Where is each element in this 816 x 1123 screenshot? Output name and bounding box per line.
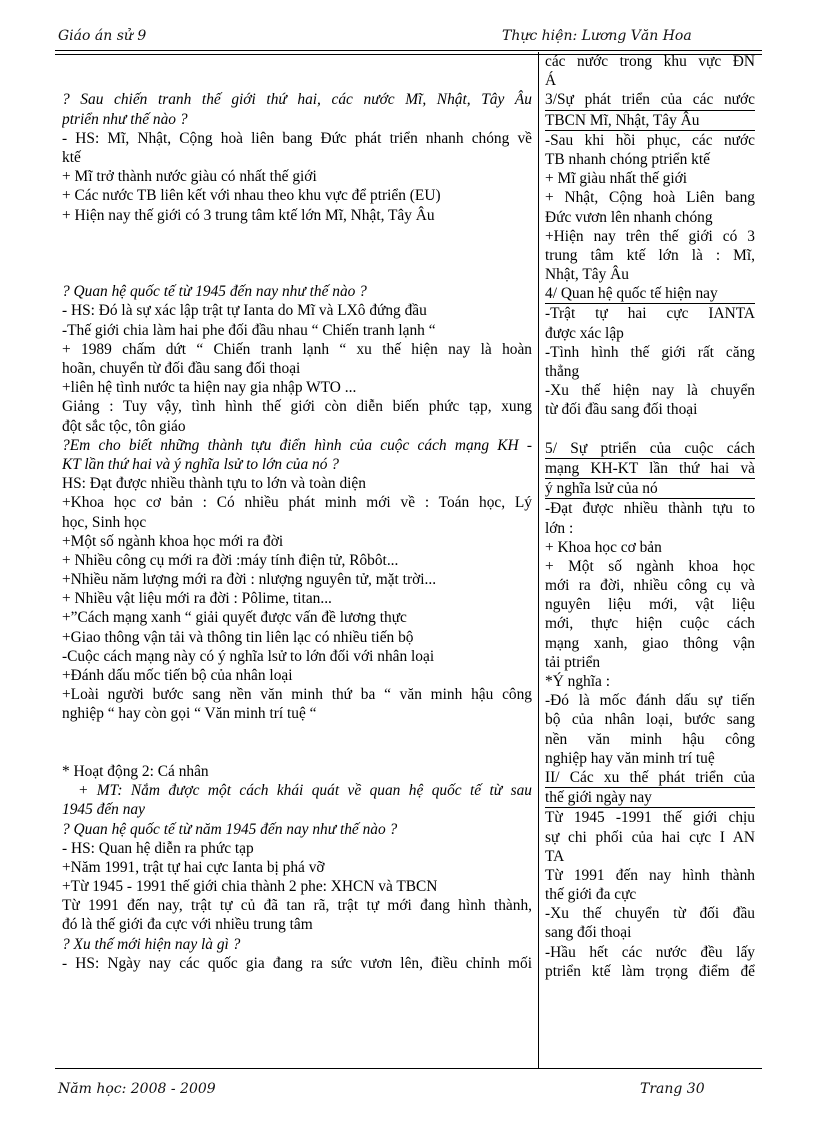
left-line-26: + Nhiều công cụ mới ra đời :máy tính điện tử, Rôbôt... <box>62 551 399 569</box>
left-line-10 <box>62 244 532 263</box>
left-line-47: - HS: Ngày nay các quốc gia đang ra sức vươn lên, điều chỉnh mối <box>62 954 532 972</box>
left-line-22: HS: Đạt được nhiều thành tựu to lớn và toàn diện <box>62 475 366 493</box>
right-line-2: 3/Sự phát triển của các nước <box>545 90 755 110</box>
left-line-12: ? Quan hệ quốc tế từ 1945 đến nay như thế nào ? <box>62 283 367 301</box>
left-line-40: ? Quan hệ quốc tế từ năm 1945 đến nay như thế nào ? <box>62 820 398 838</box>
right-line-12: 4/ Quan hệ quốc tế hiện nay <box>545 284 755 304</box>
right-line-30: mạng xanh, giao thông vận <box>545 634 755 652</box>
right-line-27: mới ra đời, nhiều công cụ và <box>545 577 755 595</box>
left-line-24: học, Sinh học <box>62 513 147 531</box>
left-line-45: đó là thế giới đa cực với nhiều trung tâm <box>62 916 313 934</box>
left-line-14: -Thế giới chia làm hai phe đối đầu nhau “ Chiến tranh lạnh “ <box>62 321 436 339</box>
left-line-44: Từ 1991 đến nay, trật tự củ đã tan rã, trật tự mới đang hình thành, <box>62 897 532 915</box>
right-line-39: Từ 1945 -1991 thế giới chịu <box>545 809 755 827</box>
right-line-16: thẳng <box>545 363 580 380</box>
right-line-17: -Xu thế hiện nay là chuyển <box>545 382 755 400</box>
right-line-45: sang đối thoại <box>545 924 632 942</box>
left-line-4: - HS: Mĩ, Nhật, Cộng hoà liên bang Đức phát triển nhanh chóng về <box>62 129 532 147</box>
left-line-9 <box>62 225 532 244</box>
right-line-26: + Một số ngành khoa học <box>545 557 755 575</box>
left-line-42: +Năm 1991, trật tự hai cực Ianta bị phá vỡ <box>62 858 325 876</box>
left-line-8: + Hiện nay thế giới có 3 trung tâm ktế lớn Mĩ, Nhật, Tây Âu <box>62 206 435 224</box>
left-line-46: ? Xu thế mới hiện nay là gì ? <box>62 935 241 953</box>
left-line-15: + 1989 chấm dứt “ Chiến tranh lạnh “ xu thế hiện nay là hoàn <box>62 340 532 358</box>
right-line-8: Đức vươn lên nhanh chóng <box>545 208 713 226</box>
right-line-23: -Đạt được nhiều thành tựu to <box>545 500 755 518</box>
right-line-5: TB nhanh chóng ptriển ktế <box>545 150 710 168</box>
lesson-content-column <box>545 52 755 981</box>
right-line-10: trung tâm ktế lớn là : Mĩ, <box>545 246 755 264</box>
left-line-6: + Mĩ trở thành nước giàu có nhất thế giới <box>62 168 317 186</box>
right-line-14: được xác lập <box>545 324 624 342</box>
right-line-11: Nhật, Tây Âu <box>545 266 629 284</box>
header-author: Thực hiện: Lương Văn Hoa <box>502 28 692 44</box>
right-line-33: -Đó là mốc đánh dấu sự tiến <box>545 692 755 710</box>
left-line-5: ktế <box>62 148 81 166</box>
header-subject: Giáo án sử 9 <box>58 28 147 44</box>
footer-school-year: Năm học: 2008 - 2009 <box>58 1081 216 1097</box>
right-line-43: thế giới đa cực <box>545 886 637 904</box>
right-line-18: từ đối đầu sang đối thoại <box>545 401 698 419</box>
right-line-29: mới, thực hiện cuộc cách <box>545 615 755 633</box>
left-line-32: +Đánh dấu mốc tiến bộ của nhân loại <box>62 667 293 684</box>
right-line-28: nguyên liệu mới, vật liệu <box>545 596 755 614</box>
teacher-activities-column <box>62 52 532 973</box>
right-line-20: 5/ Sự ptriển của cuộc cách <box>545 439 755 459</box>
right-line-1: Á <box>545 72 557 90</box>
left-line-11 <box>62 263 532 282</box>
right-line-41: TA <box>545 847 565 865</box>
right-line-46: -Hầu hết các nước đều lấy <box>545 943 755 961</box>
left-line-34: nghiệp “ hay còn gọi “ Văn minh trí tuệ “ <box>62 705 317 723</box>
left-line-18: Giảng : Tuy vậy, tình hình thế giới còn diễn biến phức tạp, xung <box>62 398 532 416</box>
right-line-22: ý nghĩa lsử của nó <box>545 479 755 499</box>
right-line-3: TBCN Mĩ, Nhật, Tây Âu <box>545 111 755 131</box>
left-line-23: +Khoa học cơ bản : Có nhiều phát minh mới về : Toán học, Lý <box>62 494 532 512</box>
right-line-38: thế giới ngày nay <box>545 788 755 808</box>
left-line-35 <box>62 724 532 743</box>
left-line-33: +Loài người bước sang nền văn minh thứ ba “ văn minh hậu công <box>62 686 532 704</box>
right-line-19 <box>545 420 755 439</box>
left-line-37: * Hoạt động 2: Cá nhân <box>62 762 209 780</box>
left-line-3: ptriển như thế nào ? <box>62 110 188 128</box>
left-line-0 <box>62 52 532 71</box>
left-line-39: 1945 đến nay <box>62 801 145 819</box>
right-line-4: -Sau khi hồi phục, các nước <box>545 131 755 149</box>
header-rule <box>55 50 762 51</box>
right-line-13: -Trật tự hai cực IANTA <box>545 305 755 323</box>
left-line-17: +liên hệ tình nước ta hiện nay gia nhập WTO ... <box>62 379 357 397</box>
left-line-2: ? Sau chiến tranh thế giới thứ hai, các nước Mĩ, Nhật, Tây Âu <box>62 91 532 109</box>
right-line-25: + Khoa học cơ bản <box>545 538 662 556</box>
right-line-21: mạng KH-KT lần thứ hai và <box>545 459 755 479</box>
left-line-30: +Giao thông vận tải và thông tin liên lạc có nhiều tiến bộ <box>62 628 414 646</box>
left-line-28: + Nhiều vật liệu mới ra đời : Pôlime, titan... <box>62 590 332 608</box>
right-line-37: II/ Các xu thế phát triển của <box>545 768 755 788</box>
right-line-44: -Xu thế chuyển từ đối đầu <box>545 905 755 923</box>
right-line-36: nghiệp hay văn minh trí tuệ <box>545 749 715 767</box>
left-line-13: - HS: Đó là sự xác lập trật tự Ianta do Mĩ và LXô đứng đầu <box>62 302 427 320</box>
left-line-38: + MT: Nắm được một cách khái quát về quan hệ quốc tế từ sau <box>78 782 532 800</box>
right-line-32: *Ý nghĩa : <box>545 673 610 690</box>
left-line-7: + Các nước TB liên kết với nhau theo khu vực để ptriển (EU) <box>62 187 441 205</box>
right-line-34: bộ của nhân loại, bước sang <box>545 711 755 729</box>
left-line-21: KT lần thứ hai và ý nghĩa lsử to lớn của nó ? <box>62 455 339 473</box>
right-line-40: sự chi phối của hai cực I AN <box>545 828 755 846</box>
right-line-24: lớn : <box>545 519 574 537</box>
column-divider <box>538 52 539 1068</box>
right-line-6: + Mĩ giàu nhất thế giới <box>545 170 688 188</box>
right-line-47: ptriển ktế làm trọng điểm để <box>545 962 755 980</box>
right-line-9: +Hiện nay trên thế giới có 3 <box>545 227 755 245</box>
right-line-0: các nước trong khu vực ĐN <box>545 53 755 70</box>
left-line-19: đột sắc tộc, tôn giáo <box>62 417 186 435</box>
footer-rule <box>55 1068 762 1069</box>
left-line-25: +Một số ngành khoa học mới ra đời <box>62 532 284 550</box>
right-line-31: tải ptriển <box>545 653 601 671</box>
left-line-43: +Từ 1945 - 1991 thế giới chia thành 2 phe: XHCN và TBCN <box>62 878 438 896</box>
left-line-41: - HS: Quan hệ diễn ra phức tạp <box>62 839 254 857</box>
right-line-7: + Nhật, Cộng hoà Liên bang <box>545 189 755 207</box>
right-line-42: Từ 1991 đến nay hình thành <box>545 866 755 884</box>
left-line-31: -Cuộc cách mạng này có ý nghĩa lsử to lớn đối với nhân loại <box>62 647 435 665</box>
left-line-29: +”Cách mạng xanh “ giải quyết được vấn đề lương thực <box>62 609 407 627</box>
right-line-35: nền văn minh hậu công <box>545 730 755 748</box>
left-line-36 <box>62 743 532 762</box>
left-line-1 <box>62 71 532 90</box>
footer-page-number: Trang 30 <box>640 1081 705 1097</box>
left-line-16: hoãn, chuyển từ đối đầu sang đối thoại <box>62 360 301 377</box>
right-line-15: -Tình hình thế giới rất căng <box>545 343 755 361</box>
left-line-27: +Nhiều năm lượng mới ra đời : nlượng nguyên tử, mặt trời... <box>62 571 437 589</box>
left-line-20: ?Em cho biết những thành tựu điển hình của cuộc cách mạng KH - <box>62 436 532 454</box>
